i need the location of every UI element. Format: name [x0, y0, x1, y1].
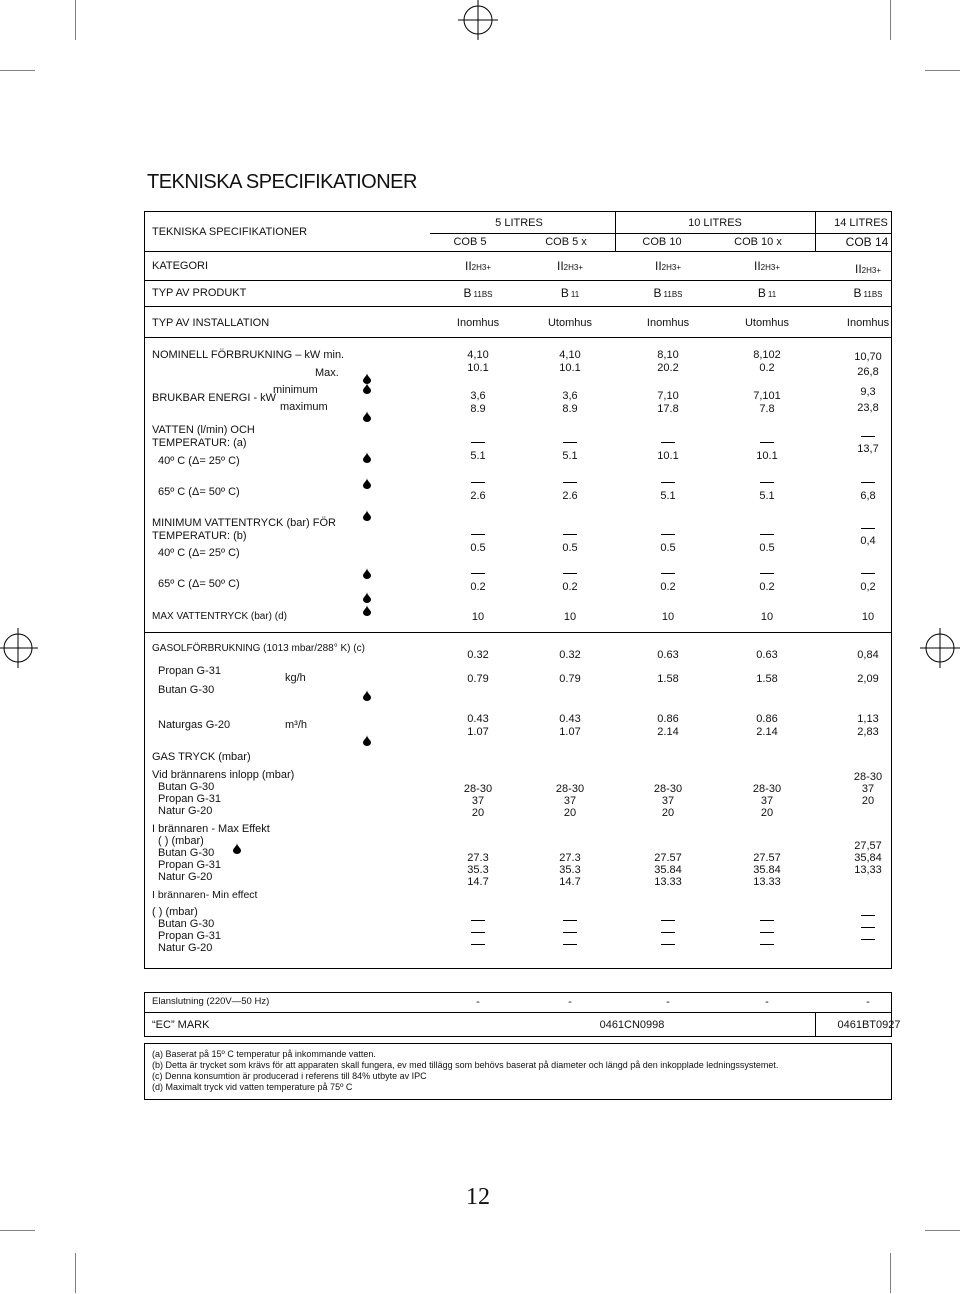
gasol-butan-value: 1.58	[657, 673, 679, 685]
empty-value-dash	[760, 442, 774, 443]
inlopp-value: 28-30	[653, 783, 683, 795]
crop-mark-top-right	[890, 0, 891, 41]
registration-mark-right-icon	[920, 628, 960, 668]
elanslutning-value: -	[568, 996, 572, 1008]
brukbar-min-value: 3,6	[470, 390, 486, 402]
inlopp-value: 28-30	[463, 783, 493, 795]
min-natur: Natur G-20	[158, 942, 213, 954]
crop-mark-bottom-left	[75, 1253, 76, 1294]
typ-produkt-main: B	[560, 286, 569, 300]
empty-value-dash	[861, 482, 875, 483]
brukbar-max-value: 23,8	[857, 402, 879, 414]
max-tryck-value: 10	[471, 611, 485, 623]
inlopp-value: 28-30	[752, 783, 782, 795]
empty-value-dash	[661, 932, 675, 933]
empty-value-dash	[661, 920, 675, 921]
min-tryck-40-value: 0.5	[470, 542, 486, 554]
max-effekt-value: 13.33	[753, 876, 781, 888]
nominell-min-value: 4,10	[467, 349, 489, 361]
vatten-40-value: 10.1	[657, 450, 679, 462]
water-drop-icon	[233, 843, 241, 854]
max-effekt-value: 35,84	[854, 852, 882, 864]
model-cob-5x: COB 5 x	[545, 236, 587, 248]
empty-value-dash	[760, 534, 774, 535]
vatten-65-value: 2.6	[470, 490, 486, 502]
water-drop-icon	[363, 411, 371, 422]
nominell-max-value: 0.2	[759, 362, 775, 374]
typ-produkt-main: B	[463, 286, 472, 300]
water-drop-icon	[363, 735, 371, 746]
max-effekt-value: 27.3	[559, 852, 581, 864]
typ-produkt-main: B	[853, 286, 862, 300]
gasol-label: GASOLFÖRBRUKNING (1013 mbar/288° K) (c)	[152, 643, 365, 654]
el-table-bottom	[144, 1036, 892, 1037]
gasol-propan-value: 0.63	[756, 649, 778, 661]
water-drop-icon	[363, 383, 371, 394]
water-drop-icon	[363, 568, 371, 579]
empty-value-dash	[760, 944, 774, 945]
naturgas-label: Naturgas G-20	[158, 719, 231, 731]
gasol-propan-value: 0.32	[559, 649, 581, 661]
brukbar-min-value: 9,3	[860, 386, 876, 398]
max-effekt-sub: ( ) (mbar)	[158, 835, 204, 847]
gasol-propan-label: Propan G-31	[158, 665, 221, 677]
naturgas-value-1: 1,13	[857, 713, 879, 725]
min-tryck-65-value: 0.2	[660, 581, 676, 593]
group-10-litres: 10 LITRES	[688, 217, 742, 229]
gasol-butan-value: 0.79	[559, 673, 581, 685]
water-drop-icon	[363, 452, 371, 463]
el-table-left	[144, 992, 145, 1036]
min-tryck-40-value: 0.5	[562, 542, 578, 554]
typ-produkt-main: B	[757, 286, 766, 300]
naturgas-value-1: 0.86	[657, 713, 679, 725]
header-label: TEKNISKA SPECIFIKATIONER	[152, 226, 308, 238]
crop-mark-top-left	[75, 0, 76, 41]
empty-value-dash	[661, 482, 675, 483]
min-tryck-65-value: 0.2	[470, 581, 486, 593]
note-b: (b) Detta är trycket som krävs för att apparaten skall fungera, ev med tillägg som behövs baserat på diameter och längd på den inkopplade ledningssystemet.	[152, 1060, 779, 1070]
group-5-litres: 5 LITRES	[495, 217, 543, 229]
min-effekt-title: I brännaren- Min effect	[152, 889, 258, 901]
min-tryck-40-value: 0.5	[759, 542, 775, 554]
inlopp-value: 28-30	[853, 771, 883, 783]
typ-produkt-sub: 11BS	[863, 290, 883, 299]
kategori-main: II	[464, 259, 472, 273]
naturgas-value-1: 0.86	[756, 713, 778, 725]
table-right-border	[891, 211, 892, 968]
kategori-main: II	[556, 259, 564, 273]
model-cob-10x: COB 10 x	[734, 236, 782, 248]
water-drop-icon	[363, 605, 371, 616]
ec-divider	[815, 1012, 816, 1036]
empty-value-dash	[760, 932, 774, 933]
brukbar-maximum-label: maximum	[280, 401, 328, 413]
brukbar-max-value: 7.8	[759, 403, 775, 415]
naturgas-value-2: 2.14	[657, 726, 679, 738]
empty-value-dash	[471, 573, 485, 574]
vatten-line2: TEMPERATUR: (a)	[152, 437, 247, 449]
typ-produkt-value	[854, 287, 883, 301]
ec-mark-label: “EC” MARK	[152, 1019, 210, 1031]
rule-under-produkt	[144, 306, 892, 307]
model-cob-14: COB 14	[845, 235, 889, 249]
rule-under-kategori	[144, 280, 892, 281]
vatten-40-label: 40º C (Δ= 25º C)	[158, 455, 240, 467]
elanslutning-value: -	[765, 996, 769, 1008]
min-tryck-40-value: 0.5	[660, 542, 676, 554]
max-effekt-value: 35.3	[559, 864, 581, 876]
empty-value-dash	[471, 534, 485, 535]
empty-value-dash	[471, 920, 485, 921]
empty-value-dash	[563, 944, 577, 945]
page-number: 12	[466, 1184, 490, 1210]
empty-value-dash	[471, 482, 485, 483]
max-effekt-value: 14.7	[467, 876, 489, 888]
vatten-40-value: 5.1	[562, 450, 578, 462]
max-effekt-value: 27.3	[467, 852, 489, 864]
max-propan: Propan G-31	[158, 859, 221, 871]
min-tryck-40-value: 0,4	[860, 535, 876, 547]
gasol-propan-value: 0,84	[857, 649, 879, 661]
group-14-litres: 14 LITRES	[834, 217, 888, 229]
kategori-main: II	[753, 259, 761, 273]
ec-mark-value-left: 0461CN0998	[599, 1019, 665, 1031]
naturgas-value-2: 1.07	[559, 726, 581, 738]
naturgas-value-1: 0.43	[559, 713, 581, 725]
kategori-sub: 2H3+	[760, 263, 781, 272]
max-natur: Natur G-20	[158, 871, 213, 883]
min-effekt-sub: ( ) (mbar)	[152, 906, 198, 918]
elanslutning-value: -	[666, 996, 670, 1008]
brukbar-minimum-label: minimum	[273, 384, 318, 396]
nominell-min-value: 8,102	[753, 349, 781, 361]
max-tryck-value: 10	[861, 611, 875, 623]
kategori-value	[655, 260, 681, 274]
gas-tryck-title: GAS TRYCK (mbar)	[152, 751, 251, 763]
nominell-max-label: Max.	[315, 367, 339, 379]
rule-under-models	[144, 251, 892, 252]
rule-under-max-tryck	[144, 632, 892, 633]
el-table-mid	[144, 1012, 892, 1013]
max-effekt-value: 13.33	[654, 876, 682, 888]
empty-value-dash	[563, 573, 577, 574]
inlopp-title: Vid brännarens inlopp (mbar)	[152, 769, 295, 781]
max-tryck-value: 10	[661, 611, 675, 623]
max-butan: Butan G-30	[158, 847, 215, 859]
model-cob-10: COB 10	[642, 236, 682, 248]
crop-mark-left-bottom	[0, 1230, 36, 1231]
min-tryck-40-label: 40º C (Δ= 25º C)	[158, 547, 240, 559]
vatten-65-value: 2.6	[562, 490, 578, 502]
inlopp-value: 20	[471, 807, 485, 819]
nominell-max-value: 10.1	[467, 362, 489, 374]
water-drop-icon	[363, 592, 371, 603]
gasol-unit: kg/h	[285, 672, 306, 684]
empty-value-dash	[661, 442, 675, 443]
min-tryck-line1: MINIMUM VATTENTRYCK (bar) FÖR	[152, 517, 336, 529]
brukbar-max-value: 8.9	[562, 403, 578, 415]
group-divider-2	[815, 211, 816, 251]
inlopp-butan: Butan G-30	[158, 781, 215, 793]
max-effekt-value: 13,33	[854, 864, 882, 876]
max-tryck-value: 10	[563, 611, 577, 623]
model-cob-5: COB 5	[453, 236, 487, 248]
gasol-butan-label: Butan G-30	[158, 684, 215, 696]
elanslutning-value: -	[866, 996, 870, 1008]
table-top-rule	[144, 211, 892, 212]
kategori-value	[754, 260, 780, 274]
note-c: (c) Denna konsumtion är producerad i referens till 84% utbyte av IPC	[152, 1071, 427, 1081]
typ-installation-value: Utomhus	[744, 317, 790, 329]
crop-mark-left-top	[0, 70, 36, 71]
max-effekt-value: 27,57	[854, 840, 882, 852]
empty-value-dash	[471, 944, 485, 945]
inlopp-value: 37	[760, 795, 774, 807]
registration-mark-left-icon	[0, 628, 38, 668]
brukbar-min-value: 7,101	[753, 390, 781, 402]
water-drop-icon	[363, 690, 371, 701]
empty-value-dash	[563, 482, 577, 483]
gasol-butan-value: 2,09	[857, 673, 879, 685]
el-table-top	[144, 992, 892, 993]
typ-installation-value: Inomhus	[646, 317, 690, 329]
inlopp-value: 37	[471, 795, 485, 807]
vatten-40-value: 5.1	[470, 450, 486, 462]
naturgas-value-1: 0.43	[467, 713, 489, 725]
inlopp-value: 37	[563, 795, 577, 807]
nominell-min-value: 4,10	[559, 349, 581, 361]
kategori-main: II	[854, 262, 862, 276]
inlopp-value: 20	[760, 807, 774, 819]
typ-produkt-value	[758, 287, 776, 301]
empty-value-dash	[760, 573, 774, 574]
min-tryck-line2: TEMPERATUR: (b)	[152, 530, 247, 542]
typ-produkt-value	[654, 287, 683, 301]
vatten-line1: VATTEN (l/min) OCH	[152, 424, 255, 436]
nominell-max-value: 26,8	[857, 366, 879, 378]
crop-mark-right-bottom	[925, 1230, 960, 1231]
empty-value-dash	[471, 932, 485, 933]
notes-bottom	[144, 1099, 892, 1100]
nominell-min-value: 10,70	[854, 351, 882, 363]
elanslutning-value: -	[476, 996, 480, 1008]
inlopp-value: 37	[661, 795, 675, 807]
max-effekt-title: I brännaren - Max Effekt	[152, 823, 270, 835]
empty-value-dash	[861, 573, 875, 574]
gasol-propan-value: 0.32	[467, 649, 489, 661]
empty-value-dash	[563, 920, 577, 921]
crop-mark-bottom-right	[890, 1253, 891, 1294]
empty-value-dash	[563, 442, 577, 443]
empty-value-dash	[861, 939, 875, 940]
brukbar-min-value: 7,10	[657, 390, 679, 402]
typ-produkt-main: B	[653, 286, 662, 300]
naturgas-value-2: 2,83	[857, 726, 879, 738]
empty-value-dash	[760, 482, 774, 483]
max-effekt-value: 27.57	[654, 852, 682, 864]
empty-value-dash	[661, 944, 675, 945]
registration-mark-top-icon	[458, 0, 498, 40]
typ-produkt-value	[561, 287, 579, 301]
naturgas-value-2: 1.07	[467, 726, 489, 738]
kategori-main: II	[654, 259, 662, 273]
notes-left	[144, 1043, 145, 1099]
typ-installation-label: TYP AV INSTALLATION	[152, 317, 270, 329]
vatten-65-label: 65º C (Δ= 50º C)	[158, 486, 240, 498]
inlopp-value: 20	[563, 807, 577, 819]
vatten-40-value: 10.1	[756, 450, 778, 462]
kategori-sub: 2H3+	[861, 266, 882, 275]
naturgas-unit: m³/h	[285, 719, 307, 731]
gasol-butan-value: 1.58	[756, 673, 778, 685]
gasol-butan-value: 0.79	[467, 673, 489, 685]
vatten-65-value: 6,8	[860, 490, 876, 502]
rule-under-groups	[430, 233, 892, 234]
gasol-propan-value: 0.63	[657, 649, 679, 661]
kategori-sub: 2H3+	[563, 263, 584, 272]
naturgas-value-2: 2.14	[756, 726, 778, 738]
table-left-border	[144, 211, 145, 968]
crop-mark-right-top	[925, 70, 960, 71]
kategori-value	[855, 263, 881, 277]
typ-installation-value: Utomhus	[547, 317, 593, 329]
max-effekt-value: 14.7	[559, 876, 581, 888]
nominell-max-value: 20.2	[657, 362, 679, 374]
max-effekt-value: 35.84	[753, 864, 781, 876]
max-tryck-label: MAX VATTENTRYCK (bar) (d)	[152, 611, 288, 622]
kategori-value	[557, 260, 583, 274]
empty-value-dash	[861, 927, 875, 928]
water-drop-icon	[363, 510, 371, 521]
group-divider-1	[615, 211, 616, 251]
empty-value-dash	[861, 528, 875, 529]
inlopp-natur: Natur G-20	[158, 805, 213, 817]
typ-produkt-sub: 11BS	[473, 290, 493, 299]
rule-under-gas-tryck	[144, 968, 892, 969]
rule-under-installation	[144, 337, 892, 338]
typ-produkt-sub: 11	[570, 290, 580, 299]
note-d: (d) Maximalt tryck vid vatten temperature på 75º C	[152, 1082, 353, 1092]
ec-mark-value-right: 0461BT0927	[837, 1019, 901, 1031]
kategori-sub: 2H3+	[661, 263, 682, 272]
brukbar-label: BRUKBAR ENERGI - kW	[152, 392, 277, 404]
empty-value-dash	[861, 915, 875, 916]
min-butan: Butan G-30	[158, 918, 215, 930]
max-tryck-value: 10	[760, 611, 774, 623]
inlopp-value: 20	[861, 795, 875, 807]
typ-produkt-label: TYP AV PRODUKT	[152, 287, 247, 299]
typ-produkt-sub: 11BS	[663, 290, 683, 299]
typ-produkt-sub: 11	[767, 290, 777, 299]
max-effekt-value: 35.84	[654, 864, 682, 876]
min-tryck-65-value: 0.2	[759, 581, 775, 593]
empty-value-dash	[760, 920, 774, 921]
inlopp-value: 20	[661, 807, 675, 819]
min-tryck-65-value: 0.2	[562, 581, 578, 593]
nominell-min-value: 8,10	[657, 349, 679, 361]
note-a: (a) Baserat på 15º C temperatur på inkommande vatten.	[152, 1049, 376, 1059]
max-effekt-value: 27.57	[753, 852, 781, 864]
inlopp-value: 28-30	[555, 783, 585, 795]
nominell-label: NOMINELL FÖRBRUKNING – kW min.	[152, 349, 345, 361]
empty-value-dash	[563, 534, 577, 535]
typ-produkt-value	[464, 287, 493, 301]
kategori-label: KATEGORI	[152, 260, 209, 272]
empty-value-dash	[661, 573, 675, 574]
notes-right	[891, 1043, 892, 1099]
min-tryck-65-label: 65º C (Δ= 50º C)	[158, 578, 240, 590]
inlopp-value: 37	[861, 783, 875, 795]
brukbar-max-value: 8.9	[470, 403, 486, 415]
kategori-value	[465, 260, 491, 274]
kategori-sub: 2H3+	[471, 263, 492, 272]
notes-top	[144, 1043, 892, 1044]
max-effekt-value: 35.3	[467, 864, 489, 876]
nominell-max-value: 10.1	[559, 362, 581, 374]
empty-value-dash	[861, 436, 875, 437]
inlopp-propan: Propan G-31	[158, 793, 221, 805]
water-drop-icon	[363, 478, 371, 489]
typ-installation-value: Inomhus	[456, 317, 500, 329]
vatten-40-value: 13,7	[857, 443, 879, 455]
empty-value-dash	[661, 534, 675, 535]
brukbar-min-value: 3,6	[562, 390, 578, 402]
vatten-65-value: 5.1	[660, 490, 676, 502]
page-title: TEKNISKA SPECIFIKATIONER	[147, 171, 417, 193]
brukbar-max-value: 17.8	[657, 403, 679, 415]
empty-value-dash	[471, 442, 485, 443]
empty-value-dash	[563, 932, 577, 933]
min-tryck-65-value: 0,2	[860, 581, 876, 593]
elanslutning-label: Elanslutning (220V—50 Hz)	[152, 996, 270, 1007]
vatten-65-value: 5.1	[759, 490, 775, 502]
min-propan: Propan G-31	[158, 930, 221, 942]
typ-installation-value: Inomhus	[846, 317, 890, 329]
